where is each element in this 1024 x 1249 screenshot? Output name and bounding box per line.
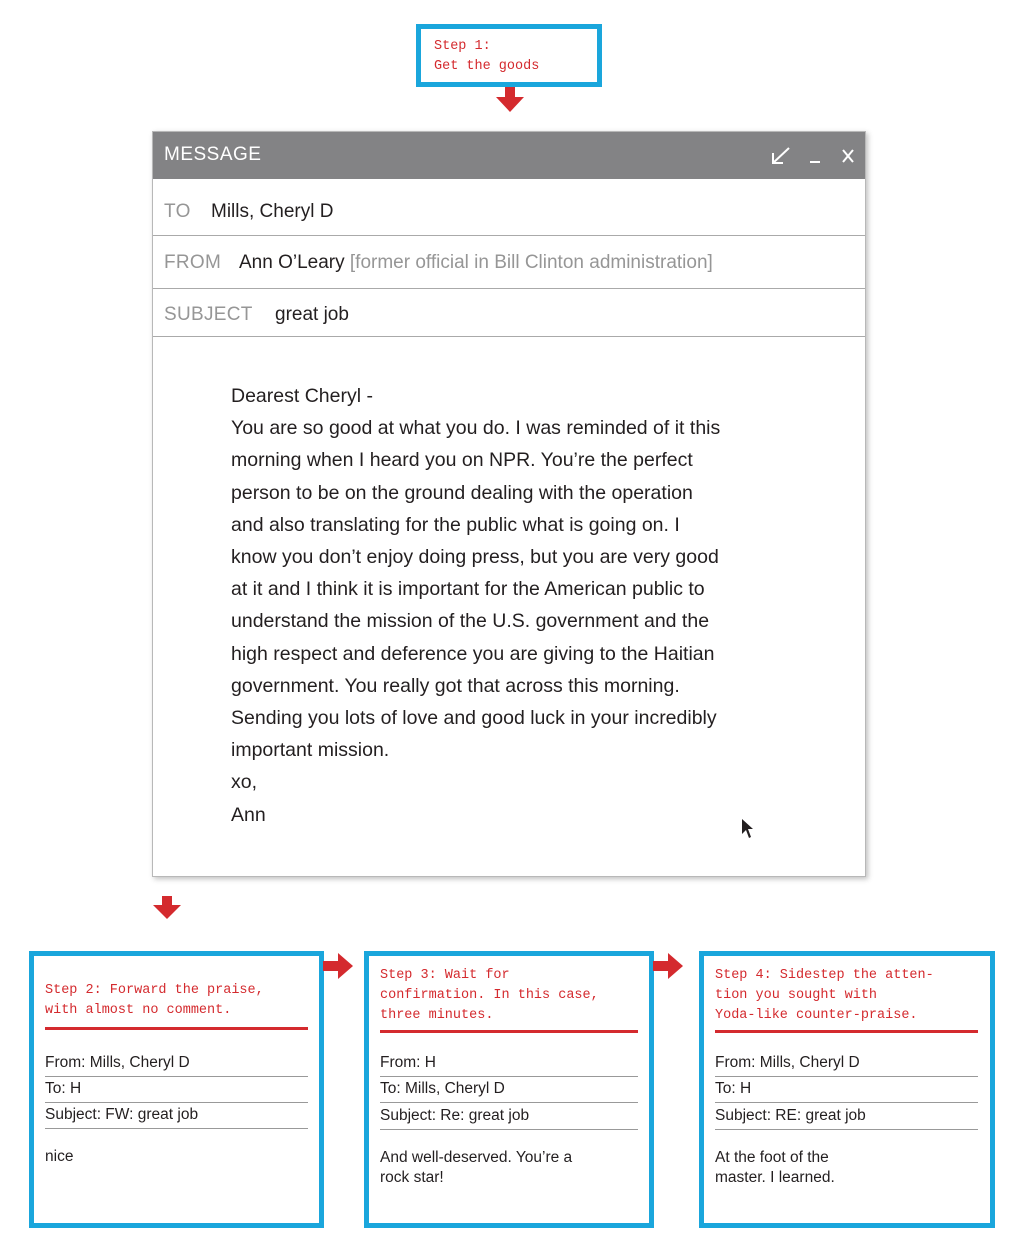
step-4-box <box>699 951 995 1228</box>
heading-line: three minutes. <box>380 1008 494 1023</box>
heading-line: Step 2: Forward the praise, <box>45 983 264 998</box>
step-1-title: Step 1: <box>434 39 491 54</box>
subject-row: Subject: RE: great job <box>715 1104 978 1130</box>
body-line: important mission. <box>231 739 390 762</box>
reply-line: At the foot of the <box>715 1149 829 1166</box>
step-1-box <box>416 24 602 87</box>
reply-text <box>45 1147 308 1167</box>
from-label: FROM <box>164 252 222 273</box>
arrow-right-icon <box>653 953 685 979</box>
body-line: xo, <box>231 771 258 794</box>
close-icon[interactable] <box>841 148 855 164</box>
red-divider <box>715 1030 978 1033</box>
reply-line: rock star! <box>380 1169 444 1186</box>
arrow-down-icon <box>153 896 181 920</box>
to-row: To: Mills, Cheryl D <box>380 1077 638 1103</box>
heading-line: with almost no comment. <box>45 1003 232 1018</box>
from-row: From: H <box>380 1051 638 1077</box>
message-header <box>153 132 865 179</box>
subject-row: Subject: FW: great job <box>45 1103 308 1129</box>
body-line: Ann <box>231 803 266 826</box>
heading-line: Step 4: Sidestep the atten- <box>715 968 934 983</box>
message-title: MESSAGE <box>164 144 262 165</box>
to-field <box>153 179 865 236</box>
reply-text <box>715 1148 978 1188</box>
message-body <box>231 380 811 831</box>
arrow-down-icon <box>496 87 524 113</box>
to-label: TO <box>164 201 191 222</box>
body-line: high respect and deference you are giving to the Haitian <box>231 642 715 665</box>
body-line: understand the mission of the U.S. government and the <box>231 610 710 633</box>
step-4-heading <box>715 966 977 1026</box>
body-line: at it and I think it is important for the American public to <box>231 578 705 601</box>
message-window <box>152 131 866 877</box>
body-line: and also translating for the public what is going on. I <box>231 513 680 536</box>
reply-line: And well-deserved. You’re a <box>380 1149 573 1166</box>
step-2-box <box>29 951 324 1228</box>
step-2-heading <box>45 981 307 1021</box>
from-field <box>153 236 865 289</box>
arrow-right-icon <box>323 953 355 979</box>
heading-line: confirmation. In this case, <box>380 988 599 1003</box>
subject-label: SUBJECT <box>164 304 253 325</box>
to-row: To: H <box>45 1077 308 1103</box>
from-value <box>239 252 713 274</box>
body-line: government. You really got that across this morning. <box>231 674 680 697</box>
subject-field <box>153 289 865 337</box>
body-line: Sending you lots of love and good luck in your incredibly <box>231 707 717 730</box>
to-value: Mills, Cheryl D <box>211 201 334 222</box>
to-row: To: H <box>715 1077 978 1103</box>
from-name: Ann O’Leary <box>239 252 345 273</box>
red-divider <box>380 1030 638 1033</box>
reply-line: master. I learned. <box>715 1169 835 1186</box>
reply-text <box>380 1148 638 1188</box>
body-line: morning when I heard you on NPR. You’re the perfect <box>231 449 693 472</box>
from-row: From: Mills, Cheryl D <box>45 1051 308 1077</box>
heading-line: Step 3: Wait for <box>380 968 510 983</box>
heading-line: Yoda-like counter-praise. <box>715 1008 918 1023</box>
step-3-box <box>364 951 654 1228</box>
resize-icon[interactable] <box>770 145 792 165</box>
body-line: You are so good at what you do. I was reminded of it this <box>231 417 721 440</box>
from-row: From: Mills, Cheryl D <box>715 1051 978 1077</box>
step-3-heading <box>380 966 642 1026</box>
body-line: know you don’t enjoy doing press, but you are very good <box>231 546 719 569</box>
reply-line: nice <box>45 1148 74 1165</box>
subject-row: Subject: Re: great job <box>380 1104 638 1130</box>
body-line: person to be on the ground dealing with the operation <box>231 481 693 504</box>
step-1-desc: Get the goods <box>434 59 540 74</box>
subject-value: great job <box>275 304 349 325</box>
heading-line: tion you sought with <box>715 988 878 1003</box>
red-divider <box>45 1027 308 1030</box>
from-note: [former official in Bill Clinton administration] <box>349 252 713 273</box>
body-line: Dearest Cheryl - <box>231 385 373 407</box>
cursor-icon <box>741 818 757 840</box>
minimize-icon[interactable] <box>808 145 822 165</box>
